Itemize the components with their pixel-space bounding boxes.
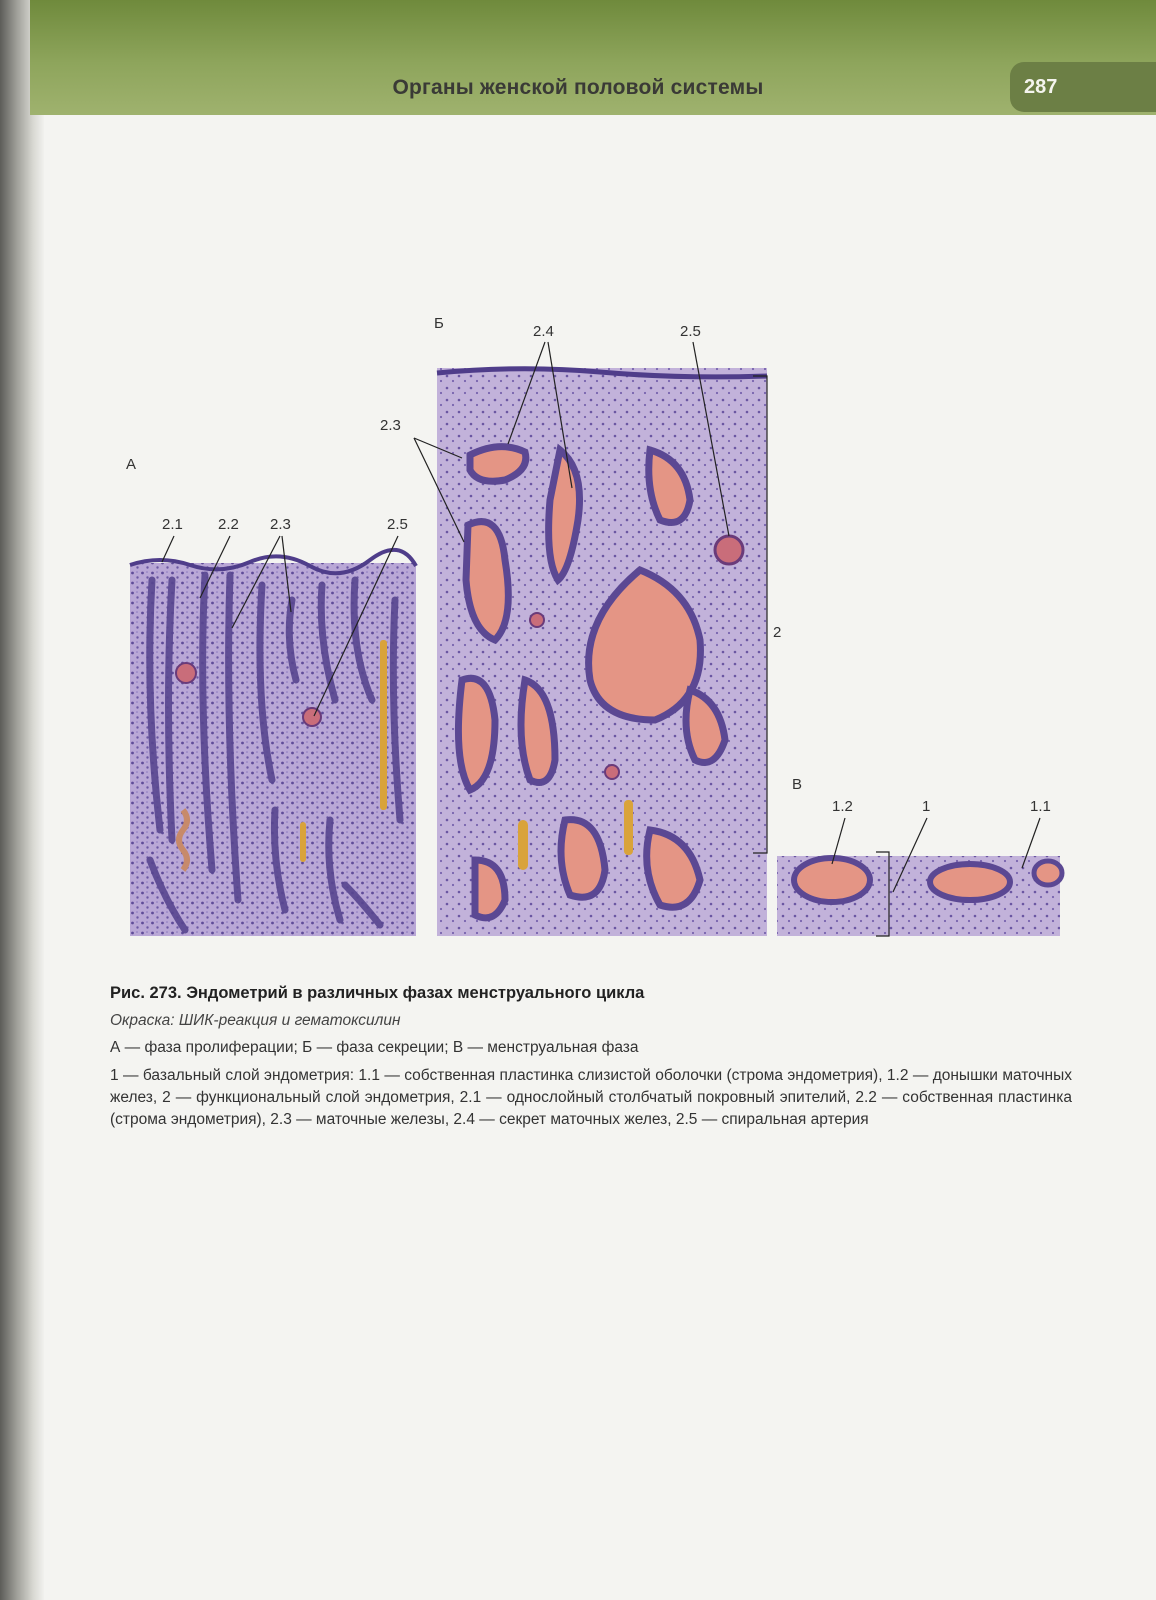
label-b-2-4: 2.4 xyxy=(533,323,554,340)
panel-a-micrograph xyxy=(130,550,416,936)
caption-legend: 1 — базальный слой эндометрия: 1.1 — собственная пластинка слизистой оболочки (строма эндометрия), 1.2 — донышки маточных желез, 2 — функциональный слой эндометрия, 2.1 — однослойный столбчатый покровный эпителий, 2.2 — собственная пластинка (строма эндометрия), 2.3 — маточные железы, 2.4 — секрет маточных желез, 2.5 — спиральная артерия xyxy=(110,1067,1072,1128)
label-v-1: 1 xyxy=(922,798,931,815)
label-b-2: 2 xyxy=(773,624,782,641)
panel-a-letter: А xyxy=(126,456,137,473)
label-a-2-1: 2.1 xyxy=(162,516,183,533)
panel-b-micrograph xyxy=(437,368,767,936)
running-header-title: Органы женской половой системы xyxy=(392,76,764,99)
caption-title: Рис. 273. Эндометрий в различных фазах менструального цикла xyxy=(110,984,645,1002)
caption-stain: Окраска: ШИК-реакция и гематоксилин xyxy=(110,1012,401,1029)
figure-caption xyxy=(110,984,1072,1131)
label-v-1-1: 1.1 xyxy=(1030,798,1051,815)
label-b-2-5: 2.5 xyxy=(680,323,701,340)
page-number: 287 xyxy=(1024,76,1058,98)
panel-v-letter: В xyxy=(792,776,803,793)
label-b-2-3: 2.3 xyxy=(380,417,401,434)
label-v-1-2: 1.2 xyxy=(832,798,853,815)
label-a-2-2: 2.2 xyxy=(218,516,239,533)
panel-b-letter: Б xyxy=(434,315,444,332)
caption-phases: А — фаза пролиферации; Б — фаза секреции; В — менструальная фаза xyxy=(110,1039,639,1056)
label-a-2-5: 2.5 xyxy=(387,516,408,533)
label-a-2-3: 2.3 xyxy=(270,516,291,533)
panel-v-micrograph xyxy=(777,856,1062,936)
